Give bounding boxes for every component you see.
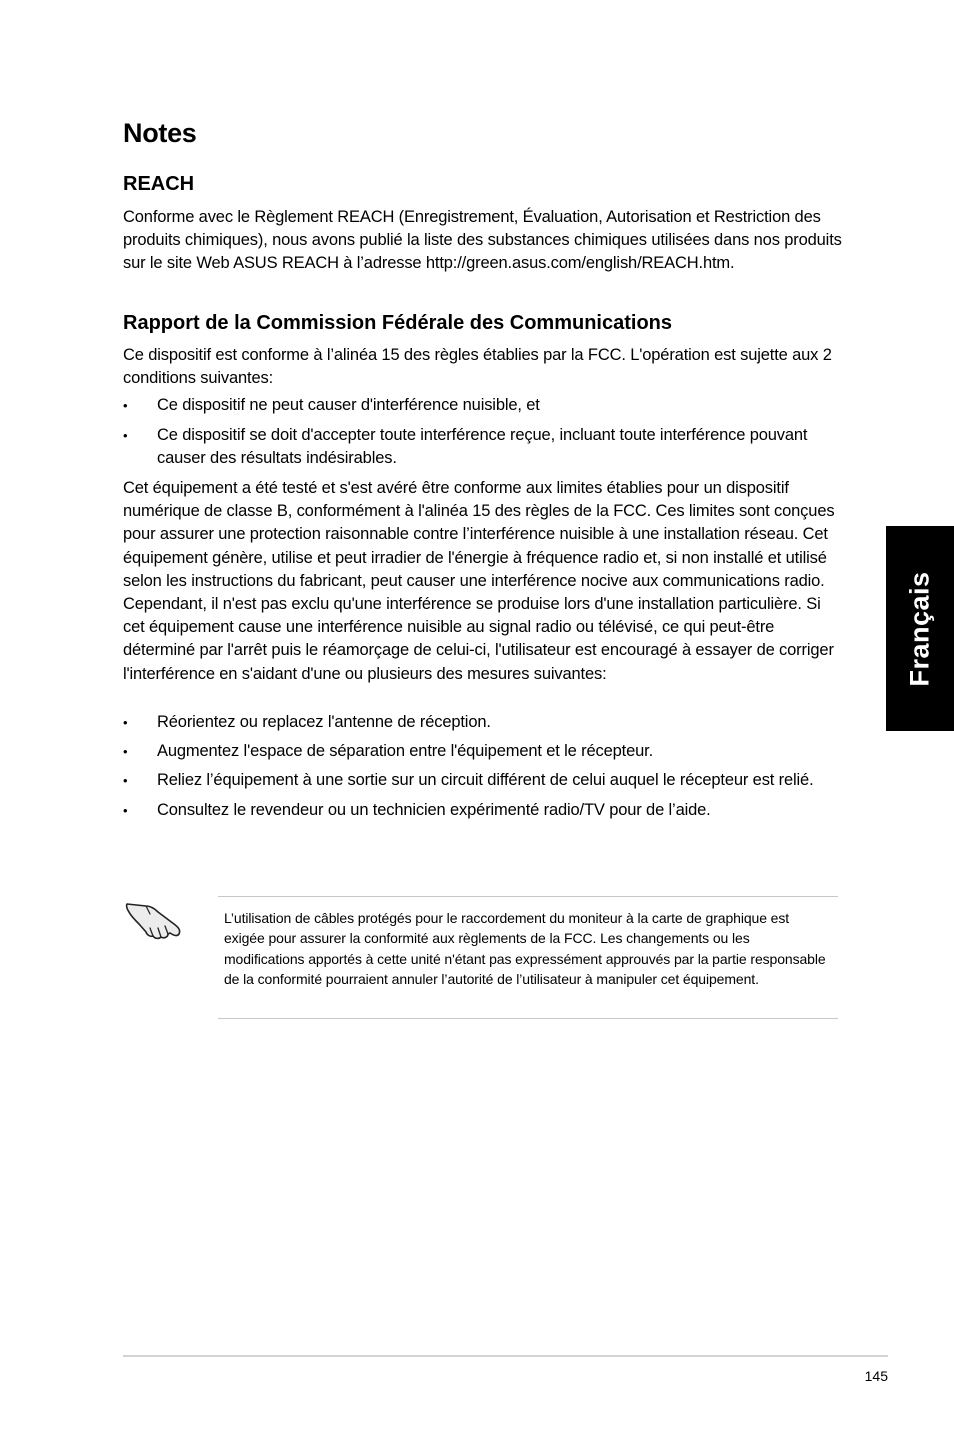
- language-side-tab: [886, 526, 954, 731]
- list-item-text: Consultez le revendeur ou un technicien expérimenté radio/TV pour de l’aide.: [157, 800, 711, 819]
- list-item-text: Reliez l’équipement à une sortie sur un circuit différent de celui auquel le récepteur est relié.: [157, 771, 814, 790]
- bullet-icon: •: [123, 802, 128, 818]
- page-number: 145: [864, 1368, 888, 1384]
- list-item-text: Augmentez l'espace de séparation entre l'équipement et le récepteur.: [157, 742, 654, 761]
- list-item: [123, 799, 843, 822]
- note-box: [218, 896, 838, 1019]
- list-item: [123, 740, 843, 763]
- reach-heading: REACH: [123, 173, 195, 195]
- bullet-icon: •: [123, 428, 128, 444]
- bullet-icon: •: [123, 744, 128, 760]
- fcc-intro: Ce dispositif est conforme à l’alinéa 15 des règles établies par la FCC. L'opération est sujette aux 2 conditions suivantes:: [123, 346, 832, 388]
- bullet-icon: •: [123, 398, 128, 413]
- list-item-text: Réorientez ou replacez l'antenne de réception.: [157, 713, 491, 731]
- fcc-measures-list: [123, 711, 843, 822]
- fcc-body: Cet équipement a été testé et s'est avéré être conforme aux limites établies pour un dispositif numérique de classe B, conformément à l'alinéa 15 des règles de la FCC. Ces limites sont conçues pour assurer une protection raisonnable contre l’interférence nuisible à une installation réseau. Cet équipement génère, utilise et peut irradier de l'énergie à fréquence radio et, si non installé et utilisé selon les instructions du fabricant, peut causer une interférence nocive aux communications radio. Cependant, il n'est pas exclu qu'une interférence se produise lors d'une installation particulière. Si cet équipement cause une interférence nuisible au signal radio ou télévisé, ce qui peut-être déterminé par l'arrêt puis le réamorçage de celui-ci, l'utilisateur est encouragé à essayer de corriger l'interférence en s'aidant d'une ou plusieurs des mesures suivantes:: [123, 479, 835, 683]
- list-item-text: Ce dispositif ne peut causer d'interférence nuisible, et: [157, 396, 540, 414]
- list-item: [123, 424, 843, 470]
- bullet-icon: •: [123, 773, 128, 789]
- fcc-conditions-list: [123, 394, 843, 471]
- list-item: [123, 394, 843, 417]
- page-title: Notes: [123, 118, 197, 148]
- list-item: [123, 769, 843, 792]
- fcc-heading: Rapport de la Commission Fédérale des Communications: [123, 312, 673, 334]
- language-tab-label: Français: [904, 570, 935, 687]
- list-item-text: Ce dispositif se doit d'accepter toute interférence reçue, incluant toute interférence pouvant causer des résultats indésirables.: [157, 426, 808, 468]
- bullet-icon: •: [123, 715, 128, 730]
- pointing-hand-icon: [124, 894, 184, 942]
- note-text: L’utilisation de câbles protégés pour le raccordement du moniteur à la carte de graphique est exigée pour assurer la conformité aux règlements de la FCC. Les changements ou les modifications apportés à cette unité n'étant pas expressément approuvés par la partie responsable de la conformité pourraient annuler l’autorité de l’utilisateur à manipuler cet équipement.: [224, 910, 826, 987]
- reach-body: Conforme avec le Règlement REACH (Enregistrement, Évaluation, Autorisation et Restriction des produits chimiques), nous avons publié la liste des substances chimiques utilisées dans nos produits sur le site Web ASUS REACH à l’adresse http://green.asus.com/english/REACH.htm.: [123, 208, 842, 273]
- footer-divider: [123, 1355, 888, 1357]
- list-item: [123, 711, 843, 734]
